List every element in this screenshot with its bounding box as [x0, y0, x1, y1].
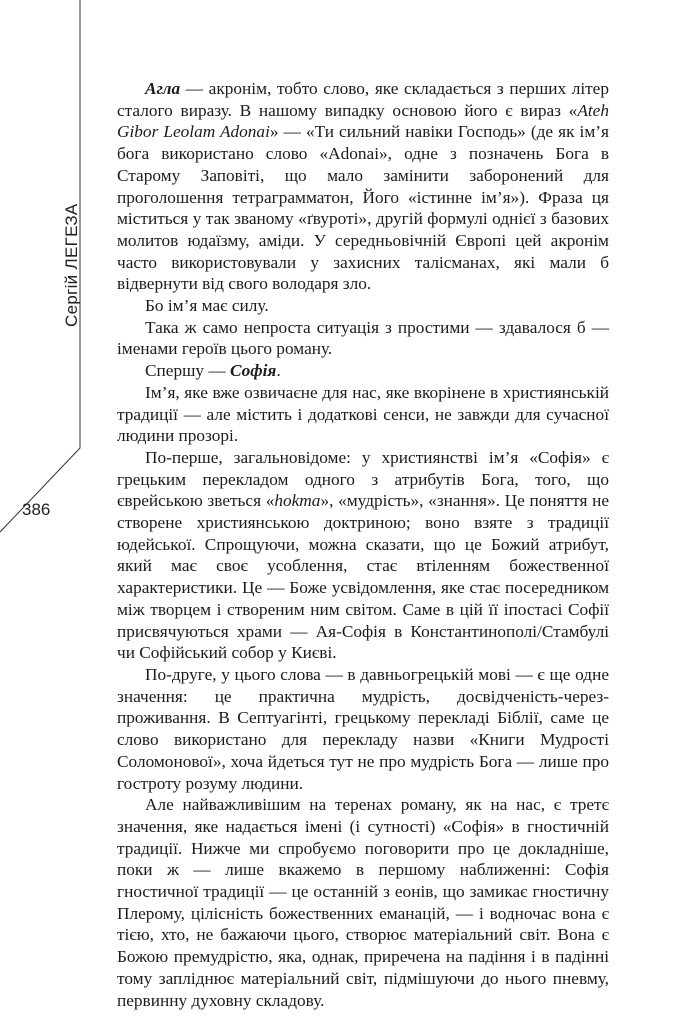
paragraph: [117, 382, 609, 447]
text-run: Бо ім’я має силу.: [145, 296, 269, 316]
text-run: Ім’я, яке вже озвичаєне для нас, яке вкорінене в християнській традиції — але містить і додаткові сенси, не завжди для сучасної людини прозорі.: [117, 382, 609, 446]
text-run: По-друге, у цього слова — в давньогрецькій мові — є ще одне значення: це практична мудрість, досвідченість-через-проживання. В Септуагінті, грецькому перекладі Біблії, саме це слово використано для перекладу назви «Книги Мудрості Соломонової», хоча йдеться тут не про мудрість Бога — лише про гостроту розуму людини.: [117, 664, 609, 793]
paragraph: [117, 360, 609, 382]
text-run: », «мудрість», «знання». Це поняття не створене християнською доктриною; воно взяте з традиції юдейської. Спрощуючи, можна сказати, що це Божий атрибут, який має своє усоблення, стає втіленням божественної характеристики. Це — Боже усвідомлення, яке стає посередником між творцем і створеним ним світом. Саме в цій її іпостасі Софії присвячуються храми — Ая-Софія в Константинополі/Стамбулі чи Софійський собор у Києві.: [117, 491, 609, 663]
emphasis-run: hokma: [274, 491, 321, 511]
paragraph: [117, 664, 609, 794]
paragraph: [117, 78, 609, 295]
running-head-author: Сергій ЛЕГЕЗА: [62, 203, 81, 327]
text-run: Спершу —: [145, 361, 230, 381]
text-run: По-перше, загальновідоме: у християнстві ім’я «Софія» є грецьким перекладом одного з атрибутів Бога, того, що єврейською зветься «: [117, 447, 609, 511]
main-text: [117, 78, 609, 1011]
paragraph: [117, 794, 609, 1011]
text-run: .: [276, 361, 281, 381]
text-run: — акронім, тобто слово, яке складається з перших літер сталого виразу. В нашому випадку основою його є вираз «: [117, 79, 609, 120]
text-run: Така ж само непроста ситуація з простими — здавалося б — іменами героїв цього роману.: [117, 317, 609, 359]
emphasis-run: Ateh Gibor Leolam Adonai: [117, 100, 609, 142]
paragraph: [117, 447, 609, 664]
paragraph: [117, 295, 609, 317]
emphasis-run: Агла: [145, 79, 181, 98]
text-run: » — «Ти сильний навіки Господь» (де як ім’я бога використано слово «Adonai», одне з позначень Бога в Старому Заповіті, що мало замінити заборонений для проголошення тетраграмматон, Його «істинне ім’я»). Фраза ця міститься у так званому «ґвуроті», другій формулі однієї з базових молитов юдаїзму, аміди. У середньовічній Європі цей акронім часто використовували у захисних талісманах, які мали б відвернути від свого володаря зло.: [117, 122, 609, 294]
text-run: Але найважливішим на теренах роману, як на нас, є третє значення, яке надається імені (і сутності) «Софія» в гностичній традиції. Нижче ми спробуємо поговорити про це докладніше, поки ж — лише вкажемо в першому наближенні: Софія гностичної традиції — це останній з еонів, що замикає гностичну Плерому, цілісність божественних еманацій, — і водночас вона є тією, хто, не бажаючи цього, створює матеріальний світ. Вона є Божою премудрістю, яка, однак, приречена на падіння і в падінні тому запліднює матеріальний світ, підмішуючи до нього пневму, первинну духовну складову.: [117, 795, 609, 1010]
paragraph: [117, 317, 609, 360]
page-number: 386: [22, 500, 51, 519]
emphasis-run: Софія: [229, 361, 277, 381]
